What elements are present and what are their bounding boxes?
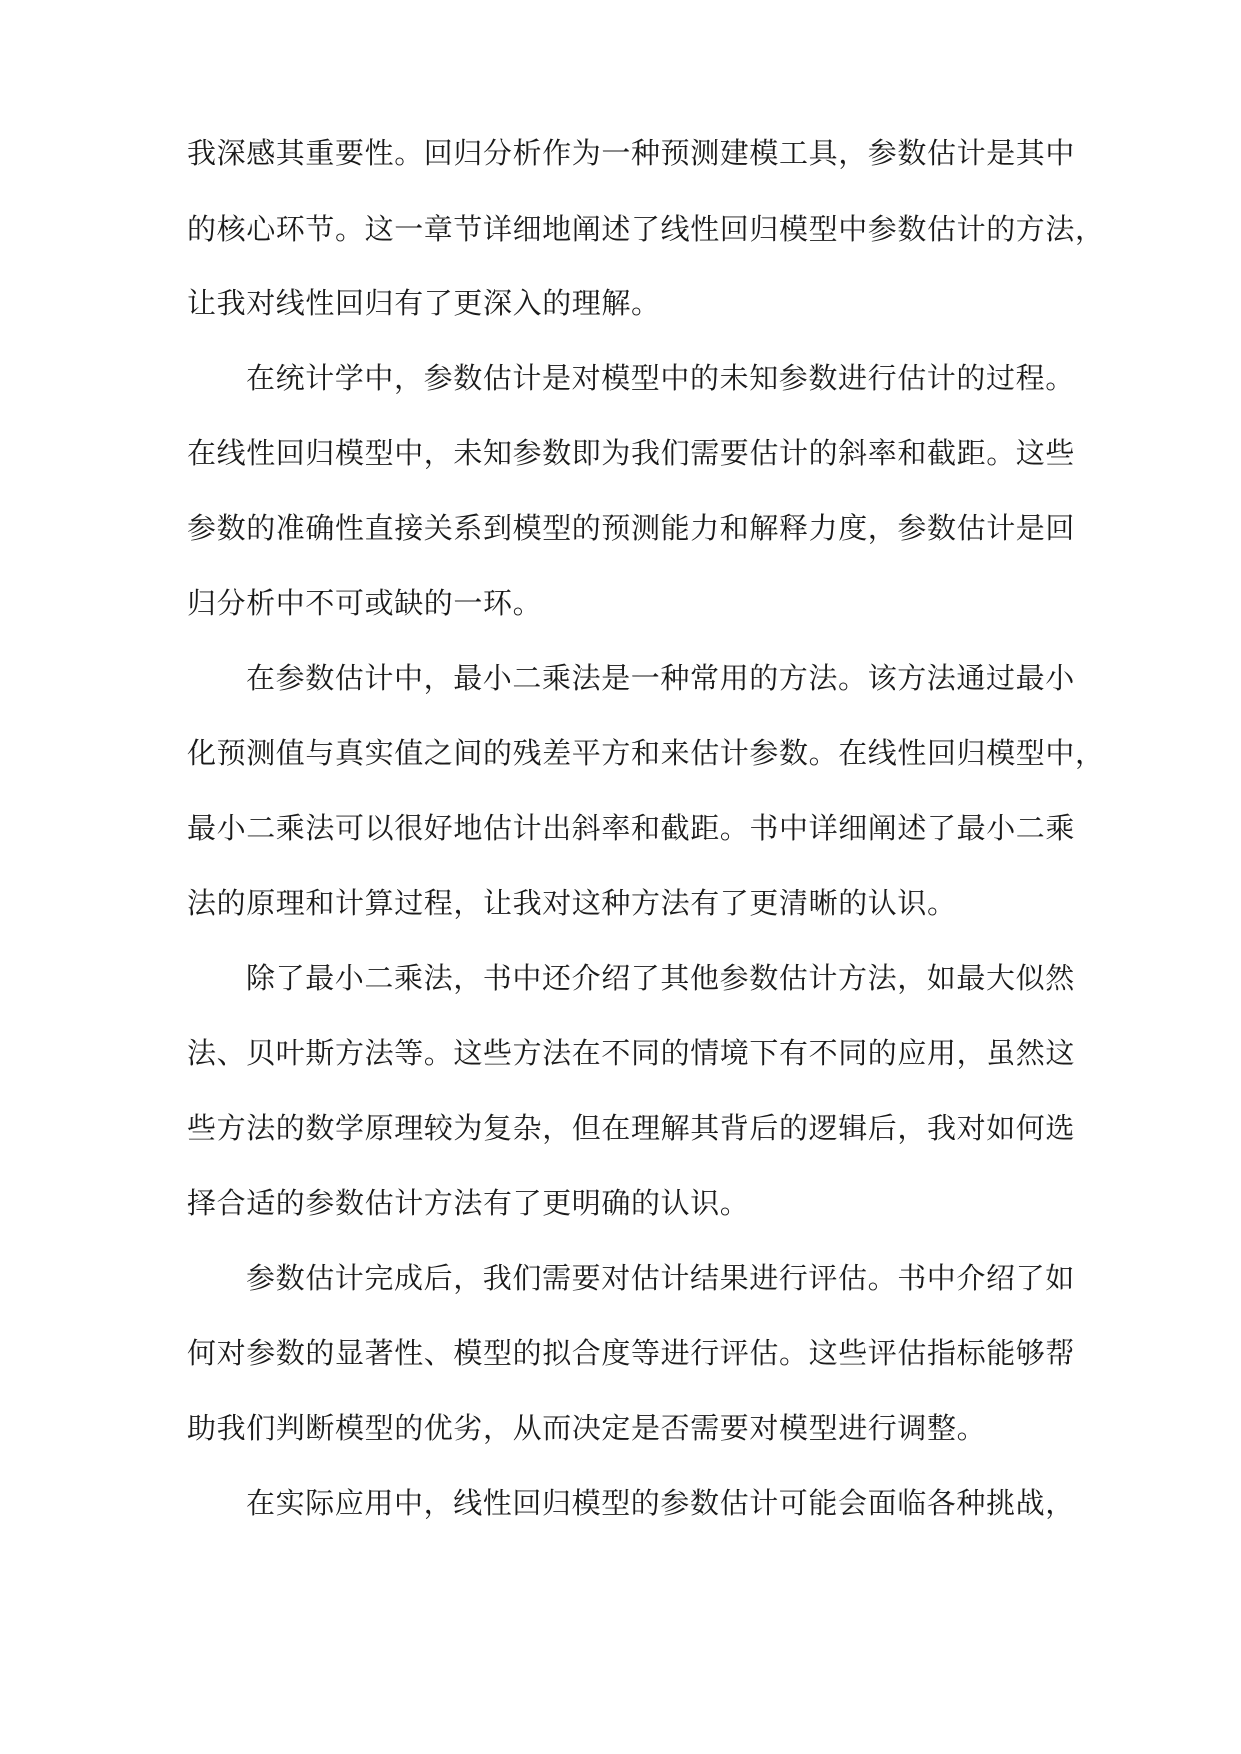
text-line: 的核心环节。这一章节详细地阐述了线性回归模型中参数估计的方法， — [187, 212, 1105, 246]
paragraph-first-line: 参数估计完成后，我们需要对估计结果进行评估。书中介绍了如 — [246, 1261, 1075, 1295]
text-line: 我深感其重要性。回归分析作为一种预测建模工具，参数估计是其中 — [187, 136, 1076, 170]
paragraph-first-line: 除了最小二乘法，书中还介绍了其他参数估计方法，如最大似然 — [246, 961, 1075, 995]
paragraph-first-line: 在统计学中，参数估计是对模型中的未知参数进行估计的过程。 — [246, 361, 1075, 395]
text-line: 归分析中不可或缺的一环。 — [187, 586, 543, 620]
text-line: 化预测值与真实值之间的残差平方和来估计参数。在线性回归模型中， — [187, 736, 1105, 770]
text-line: 些方法的数学原理较为复杂，但在理解其背后的逻辑后，我对如何选 — [187, 1111, 1076, 1145]
text-line: 法的原理和计算过程，让我对这种方法有了更清晰的认识。 — [187, 886, 957, 920]
paragraph-first-line: 在实际应用中，线性回归模型的参数估计可能会面临各种挑战， — [246, 1486, 1075, 1520]
text-line: 在线性回归模型中，未知参数即为我们需要估计的斜率和截距。这些 — [187, 436, 1076, 470]
text-line: 参数的准确性直接关系到模型的预测能力和解释力度，参数估计是回 — [187, 511, 1076, 545]
text-line: 让我对线性回归有了更深入的理解。 — [187, 286, 661, 320]
paragraph-first-line: 在参数估计中，最小二乘法是一种常用的方法。该方法通过最小 — [246, 661, 1075, 695]
text-line: 最小二乘法可以很好地估计出斜率和截距。书中详细阐述了最小二乘 — [187, 811, 1076, 845]
text-line: 助我们判断模型的优劣，从而决定是否需要对模型进行调整。 — [187, 1411, 987, 1445]
text-line: 法、贝叶斯方法等。这些方法在不同的情境下有不同的应用，虽然这 — [187, 1036, 1076, 1070]
text-line: 何对参数的显著性、模型的拟合度等进行评估。这些评估指标能够帮 — [187, 1336, 1076, 1370]
text-line: 择合适的参数估计方法有了更明确的认识。 — [187, 1186, 750, 1220]
